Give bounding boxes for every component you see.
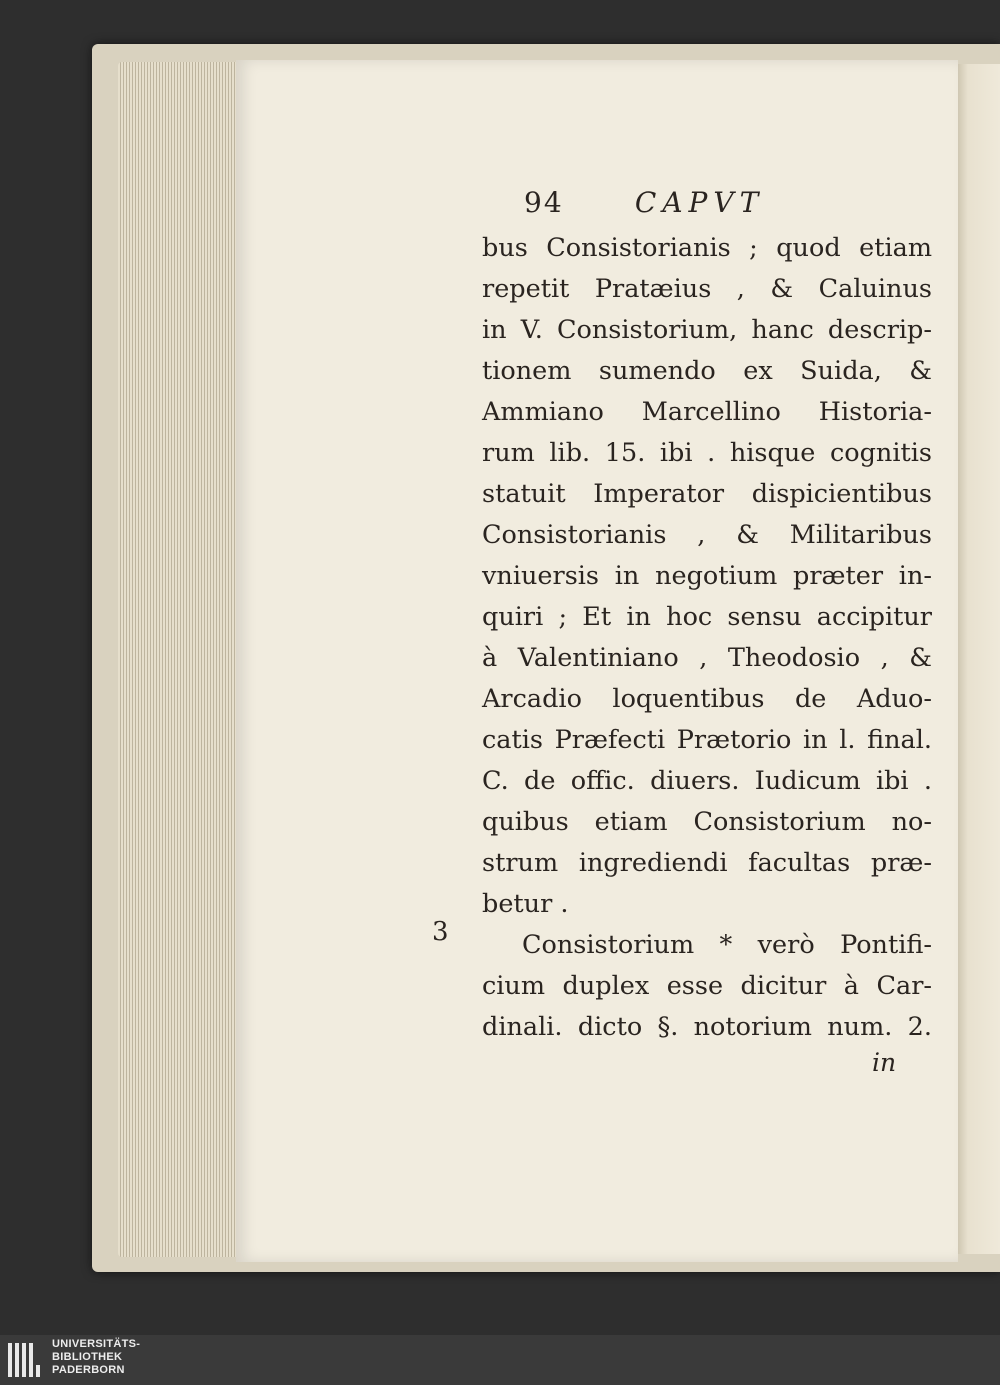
text-line: in V. Consistorium, hanc descrip- bbox=[482, 315, 932, 345]
text-line: bus Consistorianis ; quod etiam bbox=[482, 233, 932, 263]
text-line: Arcadio loquentibus de Aduo- bbox=[482, 684, 932, 714]
text-line: C. de offic. diuers. Iudicum ibi . bbox=[482, 766, 932, 796]
text-line: quiri ; Et in hoc sensu accipitur bbox=[482, 602, 932, 632]
text-line: rum lib. 15. ibi . hisque cognitis bbox=[482, 438, 932, 468]
logo-line: UNIVERSITÄTS- bbox=[52, 1338, 141, 1350]
page-header bbox=[482, 186, 932, 228]
logo-line: PADERBORN bbox=[52, 1364, 125, 1376]
text-line: Consistorium * verò Pontifi- bbox=[522, 930, 932, 960]
page-number: 94 bbox=[524, 186, 564, 219]
text-line: repetit Pratæius , & Caluinus bbox=[482, 274, 932, 304]
text-line: à Valentiniano , Theodosio , & bbox=[482, 643, 932, 673]
library-logo-text bbox=[52, 1338, 140, 1377]
page-text bbox=[482, 186, 932, 1048]
text-line: cium duplex esse dicitur à Car- bbox=[482, 971, 932, 1001]
text-line: quibus etiam Consistorium no- bbox=[482, 807, 932, 837]
text-line: catis Præfecti Prætorio in l. final. bbox=[482, 725, 932, 755]
catchword: in bbox=[872, 1048, 897, 1077]
text-line: betur . bbox=[482, 889, 569, 919]
library-footer bbox=[0, 1335, 1000, 1385]
logo-line: BIBLIOTHEK bbox=[52, 1351, 123, 1363]
margin-note-number: 3 bbox=[432, 917, 449, 947]
library-logo-icon bbox=[8, 1343, 44, 1377]
text-line: statuit Imperator dispicientibus bbox=[482, 479, 932, 509]
facing-page-edge bbox=[958, 64, 1000, 1254]
running-head: CAPVT bbox=[634, 186, 765, 219]
text-line: dinali. dicto §. notorium num. 2. bbox=[482, 1012, 932, 1042]
text-line: Ammiano Marcellino Historia- bbox=[482, 397, 932, 427]
text-line: vniuersis in negotium præter in- bbox=[482, 561, 932, 591]
text-line: strum ingrediendi facultas præ- bbox=[482, 848, 932, 878]
text-line: Consistorianis , & Militaribus bbox=[482, 520, 932, 550]
page-edges bbox=[118, 62, 243, 1257]
text-line: tionem sumendo ex Suida, & bbox=[482, 356, 932, 386]
